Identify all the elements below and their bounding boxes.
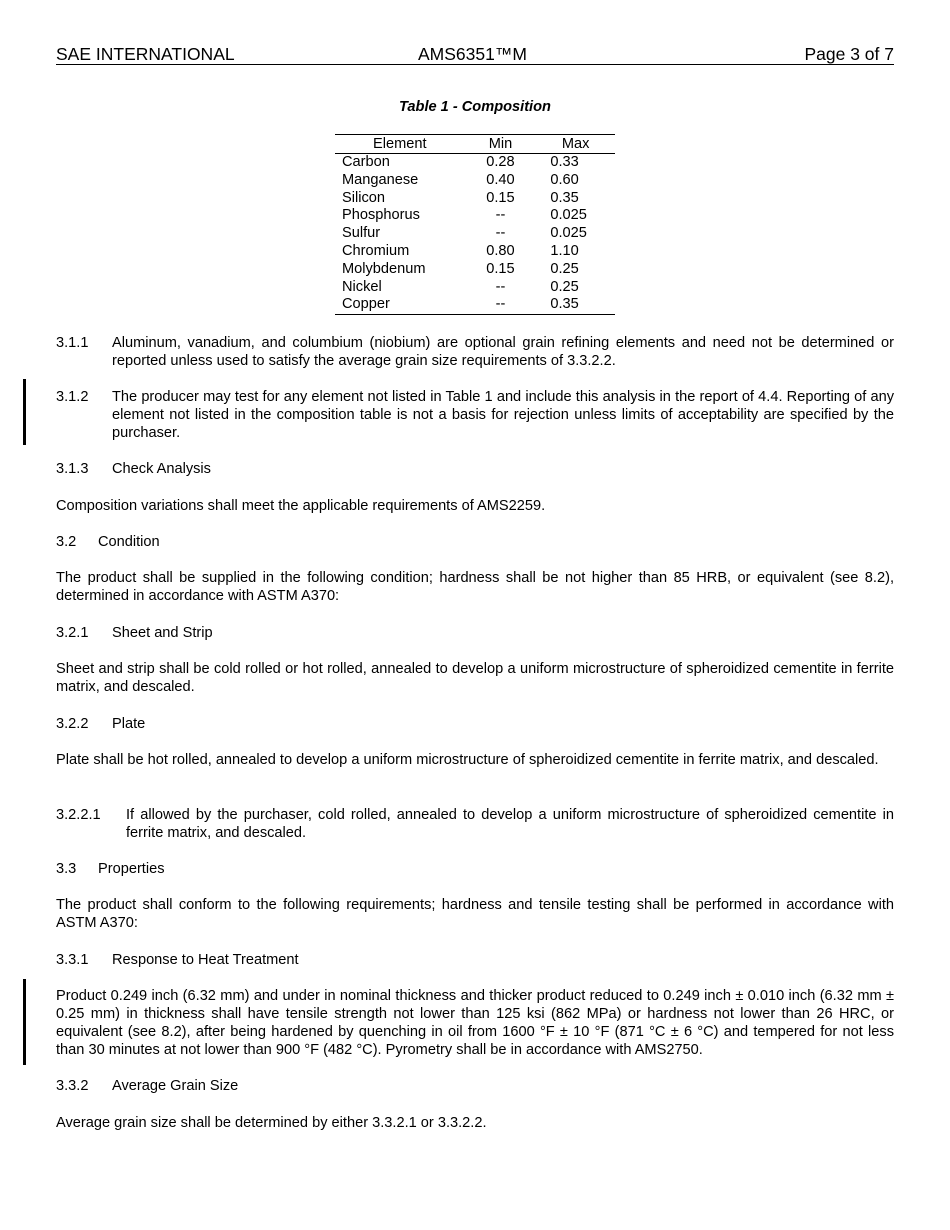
heading-title: Response to Heat Treatment	[112, 952, 299, 968]
element-cell: Copper	[335, 296, 465, 314]
clause-number: 3.3.2	[56, 1078, 89, 1094]
min-cell: 0.40	[486, 171, 515, 188]
composition-table	[335, 134, 615, 315]
heading-title: Plate	[112, 716, 146, 732]
clause-text: The producer may test for any element not listed in Table 1 and include this analysis in the report of 4.4. Reporting of any element not listed in the composition table is not a basis for rejection unless limits of acceptability are specified by the purchaser.	[112, 389, 894, 441]
heading-3-3-2	[56, 1077, 894, 1095]
paragraph-3-2: The product shall be supplied in the following condition; hardness shall be not higher than 85 HRB, or equivalent (see 8.2), determined in accordance with ASTM A370:	[56, 570, 894, 604]
heading-3-3-1	[56, 951, 894, 969]
element-cell: Molybdenum	[342, 260, 426, 277]
heading-3-2-2	[56, 715, 894, 733]
max-cell: 0.025	[550, 207, 587, 224]
paragraph-3-2-2: Plate shall be hot rolled, annealed to develop a uniform microstructure of spheroidized cementite in ferrite matrix, and descaled.	[56, 752, 879, 768]
element-cell: Manganese	[342, 171, 419, 188]
heading-3-2-1	[56, 624, 894, 642]
clause-number: 3.1.2	[56, 389, 89, 405]
element-cell: Silicon	[342, 189, 385, 206]
table-row	[335, 261, 615, 279]
paragraph-3-3: The product shall conform to the following requirements; hardness and tensile testing shall be performed in accordance with ASTM A370:	[56, 897, 894, 931]
table-row	[335, 154, 615, 172]
table-row	[335, 225, 615, 243]
max-cell: 0.33	[550, 154, 579, 170]
table-row	[335, 243, 615, 261]
table-row	[335, 172, 615, 190]
min-cell: --	[465, 296, 537, 314]
clause-text: If allowed by the purchaser, cold rolled, annealed to develop a uniform microstructure of spheroidized cementite in ferrite matrix, and descaled.	[126, 807, 894, 841]
clause-number: 3.2.1	[56, 625, 89, 641]
table-row	[335, 296, 615, 314]
clause-number: 3.2.2	[56, 716, 89, 732]
clause-number: 3.2.2.1	[56, 807, 101, 823]
min-cell: 0.15	[486, 189, 515, 206]
heading-3-1-3	[56, 460, 894, 478]
max-cell: 0.35	[536, 296, 615, 314]
max-cell: 0.35	[550, 189, 579, 206]
clause-number: 3.1.1	[56, 335, 89, 351]
heading-3-2	[56, 533, 894, 551]
clause-3-1-1	[56, 334, 894, 370]
table-row	[335, 279, 615, 297]
paragraph-3-3-2: Average grain size shall be determined by either 3.3.2.1 or 3.3.2.2.	[56, 1115, 487, 1131]
element-cell: Phosphorus	[342, 207, 420, 224]
clause-3-2-2-1	[56, 806, 894, 842]
element-cell: Chromium	[342, 242, 410, 259]
max-cell: 0.60	[550, 171, 579, 188]
heading-title: Sheet and Strip	[112, 625, 213, 641]
element-cell: Nickel	[342, 278, 382, 295]
min-cell: --	[495, 225, 506, 242]
element-cell: Carbon	[342, 154, 390, 170]
clause-3-1-2	[56, 388, 894, 442]
paragraph-3-2-1: Sheet and strip shall be cold rolled or hot rolled, annealed to develop a uniform microstructure of spheroidized cementite in ferrite matrix, and descaled.	[56, 661, 894, 695]
clause-number: 3.3.1	[56, 952, 89, 968]
max-cell: 0.025	[550, 225, 587, 242]
column-header-min: Min	[465, 135, 537, 154]
header-doc-id: AMS6351™M	[418, 44, 527, 64]
header-org: SAE INTERNATIONAL	[56, 44, 235, 64]
heading-title: Check Analysis	[112, 461, 211, 477]
max-cell: 1.10	[550, 242, 579, 259]
min-cell: 0.80	[486, 242, 515, 259]
clause-number: 3.3	[56, 861, 77, 877]
table-row	[335, 190, 615, 208]
header-page-number: Page 3 of 7	[804, 44, 894, 64]
min-cell: 0.15	[486, 260, 515, 277]
min-cell: --	[495, 207, 506, 224]
paragraph-3-3-1: Product 0.249 inch (6.32 mm) and under in nominal thickness and thicker product reduced to 0.249 inch ± 0.010 inch (6.32 mm ± 0.25 mm) in thickness shall have tensile strength not lower than 125 ksi (862 MPa) or hardness not lower than 26 HRC, or equivalent (see 8.2), after being hardened by quenching in oil from 1600 °F ± 10 °F (871 °C ± 6 °C) and tempered for not less than 30 minutes at not lower than 900 °F (482 °C). Pyrometry shall be in accordance with AMS2750.	[56, 988, 894, 1058]
revision-change-bar	[23, 979, 26, 1065]
clause-text: Aluminum, vanadium, and columbium (niobium) are optional grain refining elements and need not be determined or reported unless used to satisfy the average grain size requirements of 3.3.2.2.	[112, 335, 894, 369]
max-cell: 0.25	[550, 278, 579, 295]
heading-title: Condition	[98, 534, 160, 550]
table-header-row	[335, 135, 615, 154]
min-cell: 0.28	[486, 154, 515, 170]
table-title: Table 1 - Composition	[399, 99, 551, 115]
revision-change-bar	[23, 379, 26, 445]
clause-number: 3.1.3	[56, 461, 89, 477]
heading-3-3	[56, 860, 894, 878]
clause-number: 3.2	[56, 534, 77, 550]
column-header-element: Element	[335, 135, 465, 154]
page-header	[56, 44, 894, 65]
heading-title: Average Grain Size	[112, 1078, 239, 1094]
max-cell: 0.25	[550, 260, 579, 277]
paragraph-3-1-3: Composition variations shall meet the applicable requirements of AMS2259.	[56, 498, 546, 514]
column-header-max: Max	[536, 135, 615, 154]
heading-title: Properties	[98, 861, 165, 877]
element-cell: Sulfur	[342, 225, 381, 242]
table-row	[335, 207, 615, 225]
min-cell: --	[495, 278, 506, 295]
